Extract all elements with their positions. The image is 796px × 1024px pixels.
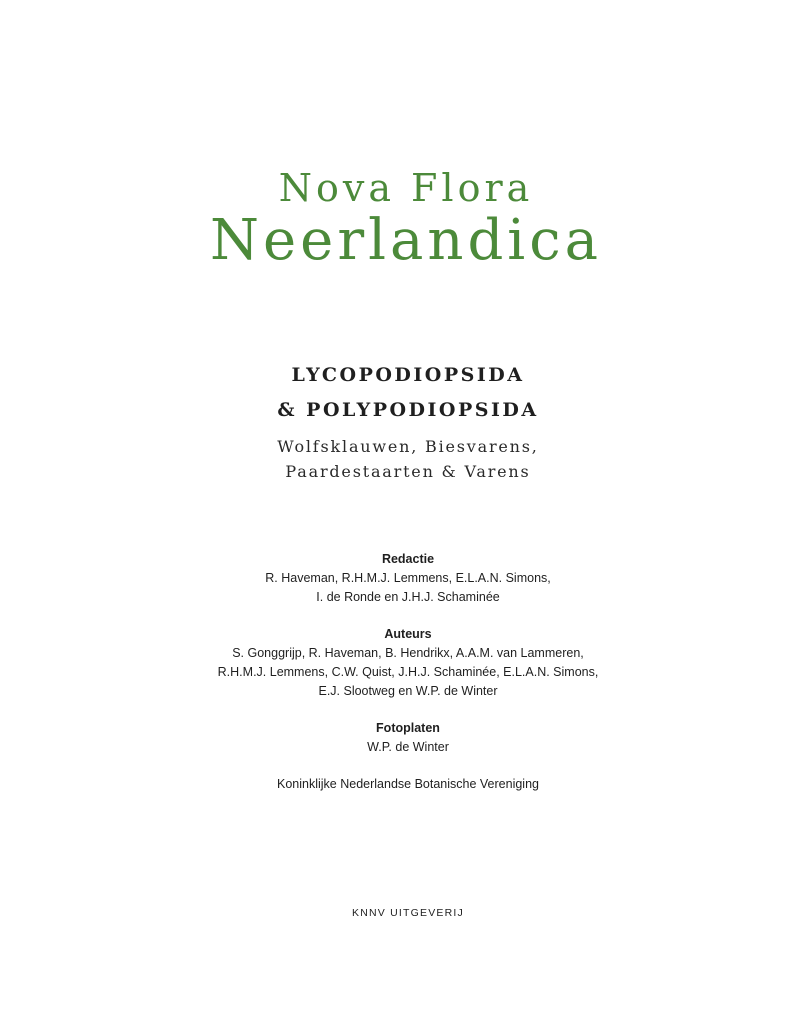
editors-line: I. de Ronde en J.H.J. Schaminée [316,590,500,604]
photos-line: W.P. de Winter [367,740,449,754]
authors-line: R.H.M.J. Lemmens, C.W. Quist, J.H.J. Schaminée, E.L.A.N. Simons, [217,665,599,679]
book-title-line-2: Neerlandica [210,208,602,273]
common-names-line-2: Paardestaarten & Varens [285,462,531,481]
editors-line: R. Haveman, R.H.M.J. Lemmens, E.L.A.N. Simons, [265,571,551,585]
society-name: Koninklijke Nederlandse Botanische Vereniging [277,777,539,791]
common-names-line-1: Wolfsklauwen, Biesvarens, [277,437,539,456]
editors-heading: Redactie [381,552,435,566]
photos-heading: Fotoplaten [376,721,440,735]
authors-line: S. Gonggrijp, R. Haveman, B. Hendrikx, A.A.M. van Lammeren, [232,646,584,660]
authors-line: E.J. Slootweg en W.P. de Winter [318,684,498,698]
subtitle-line-1: LYCOPODIOPSIDA [291,364,525,386]
book-title-line-1: Nova Flora [278,166,534,210]
authors-heading: Auteurs [384,627,432,641]
subtitle-line-2: & POLYPODIOPSIDA [277,399,539,421]
publisher-name: KNNV UITGEVERIJ [352,907,464,919]
